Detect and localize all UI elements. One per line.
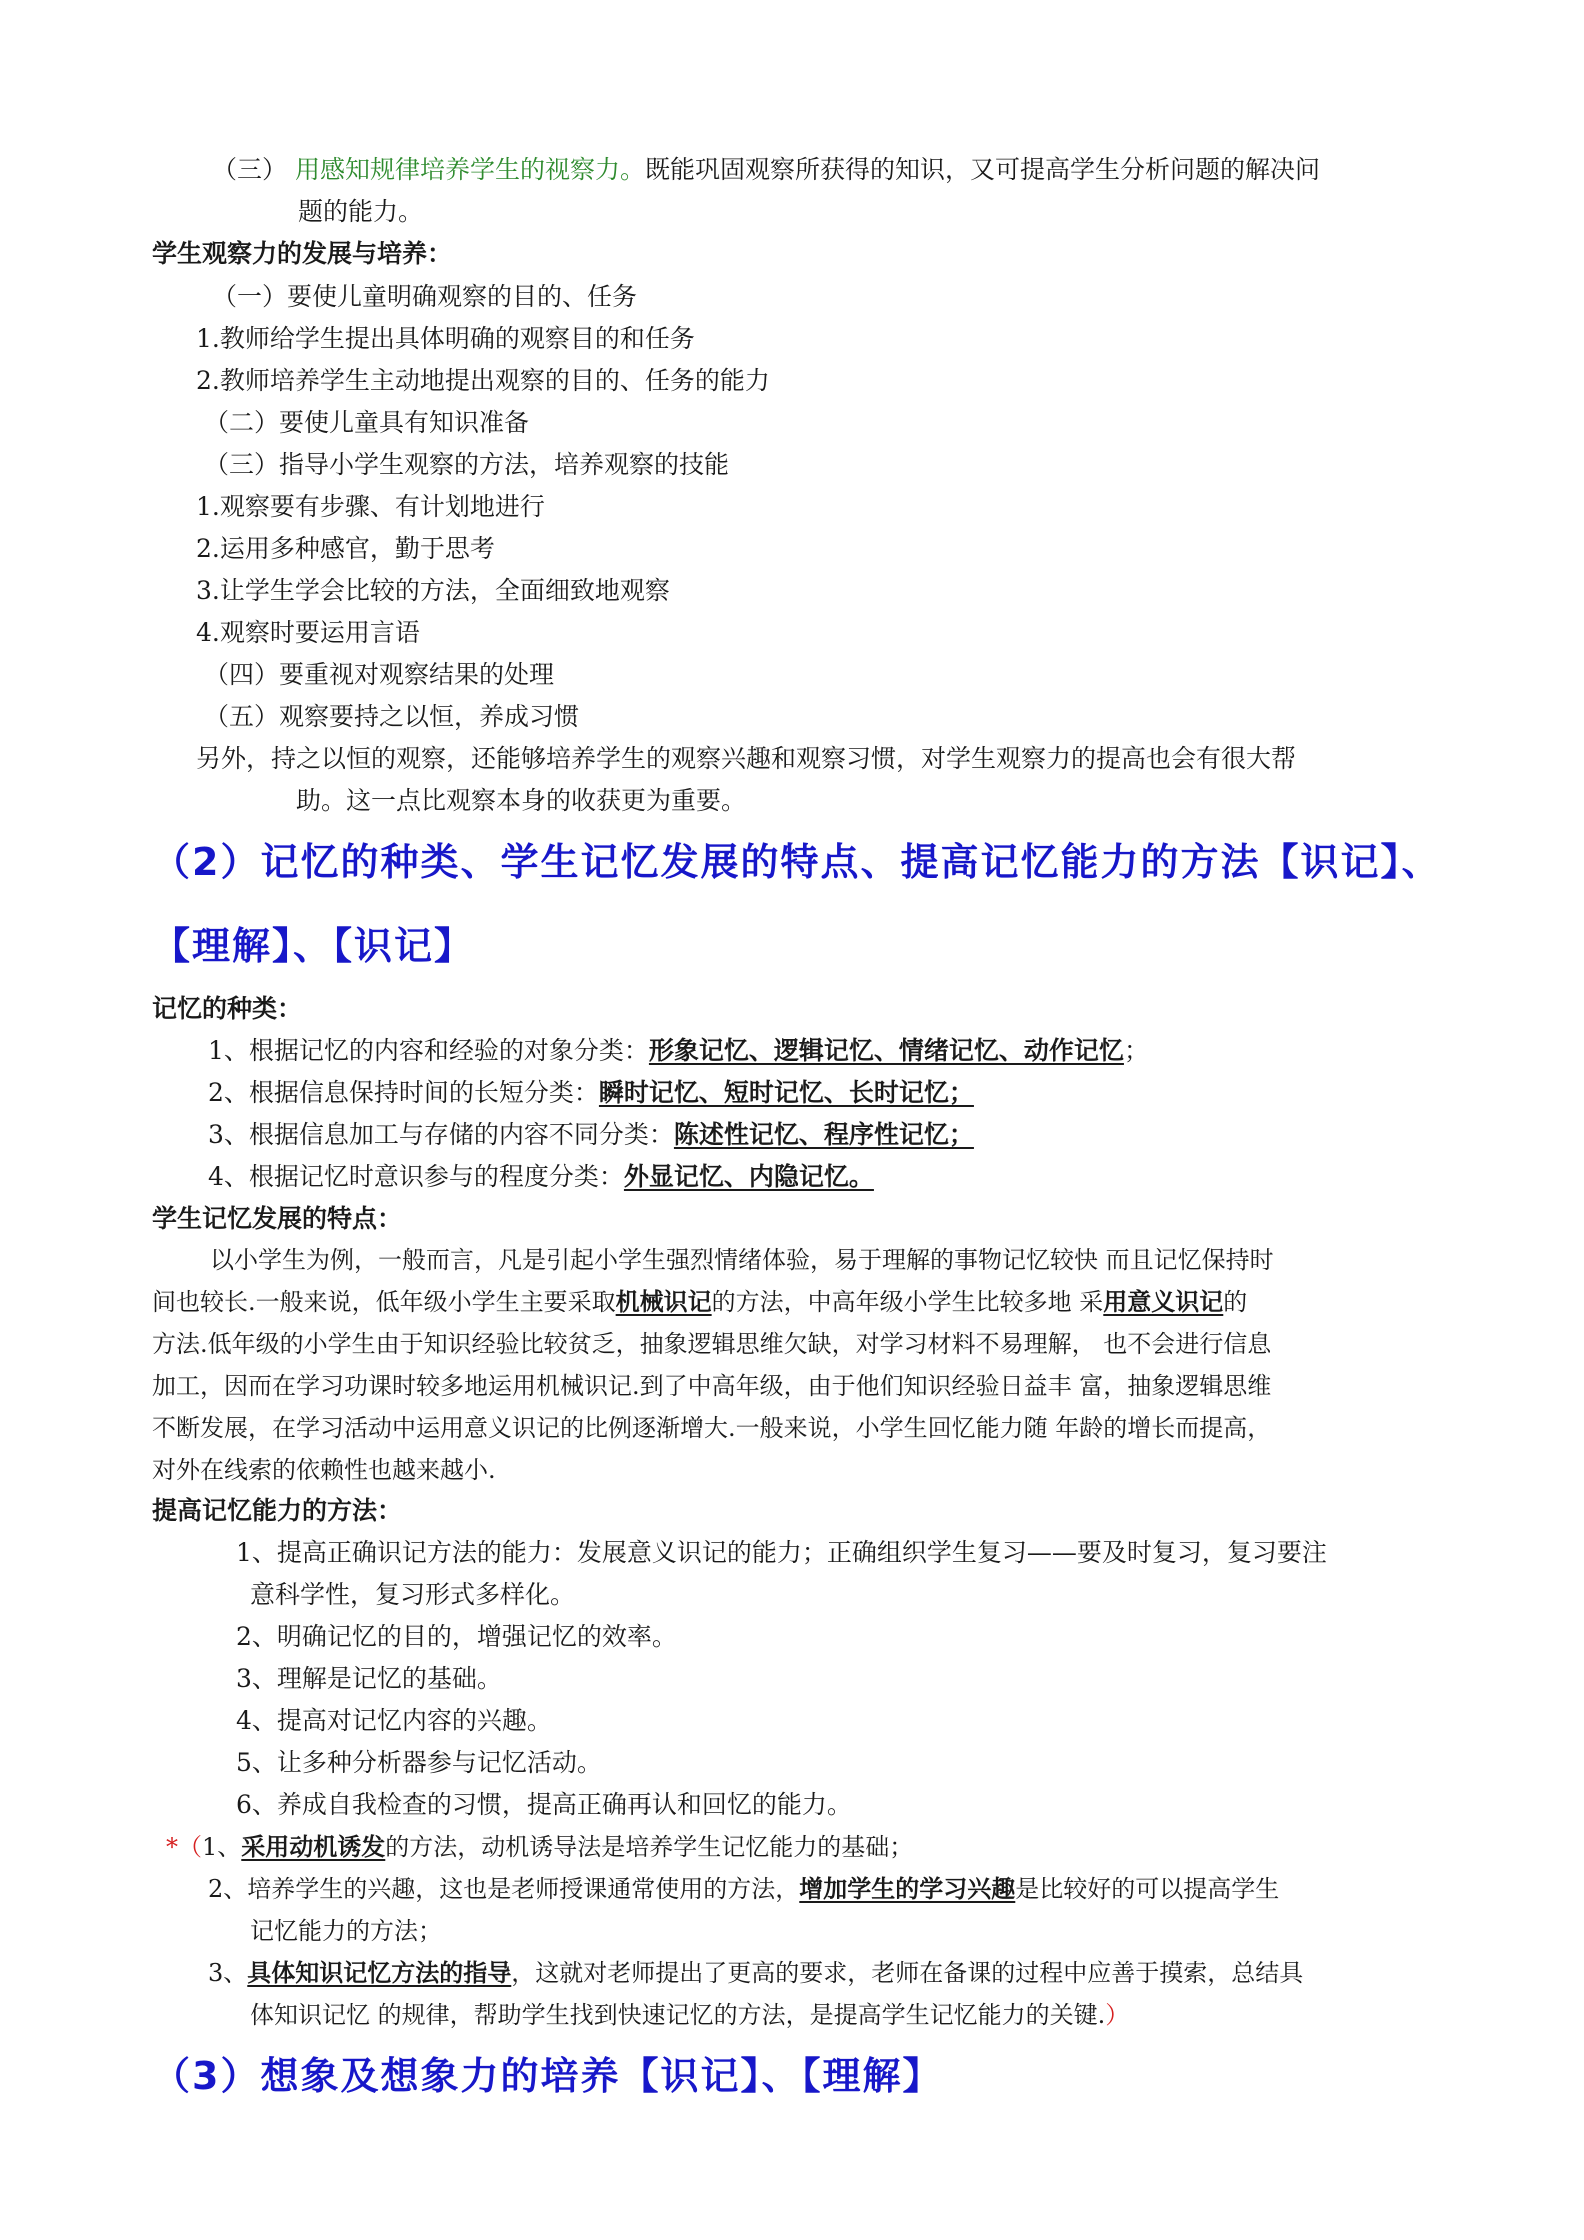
memory-type-answer: 陈述性记忆、程序性记忆； bbox=[673, 1120, 974, 1149]
memory-type-answer: 形象记忆、逻辑记忆、情绪记忆、动作记忆 bbox=[648, 1036, 1124, 1065]
method-line: 5、让多种分析器参与记忆活动。 bbox=[236, 1748, 602, 1777]
features-line5: 不断发展，在学习活动中运用意义识记的比例逐渐增大.一般来说，小学生回忆能力随 年龄的增长而提高， bbox=[152, 1414, 1272, 1442]
memory-type-row: 4、根据记忆时意识参与的程度分类：外显记忆、内隐记忆。 bbox=[208, 1162, 874, 1191]
method-line: 1、提高正确识记方法的能力：发展意义识记的能力；正确组织学生复习——要及时复习，复习要注 bbox=[236, 1538, 1327, 1567]
mechanical-memorization-term: 机械识记 bbox=[615, 1287, 712, 1316]
method-line: 意科学性，复习形式多样化。 bbox=[250, 1580, 576, 1609]
features-line1: 以小学生为例，一般而言，凡是引起小学生强烈情绪体验，易于理解的事物记忆较快 而且记忆保持时 bbox=[210, 1246, 1274, 1274]
obs-line: （一）要使儿童明确观察的目的、任务 bbox=[212, 282, 638, 311]
obs-line: （三）指导小学生观察的方法，培养观察的技能 bbox=[204, 450, 730, 479]
close-paren: ） bbox=[1105, 2001, 1130, 2029]
obs-line: （四）要重视对观察结果的处理 bbox=[204, 660, 555, 689]
obs-line: 1.观察要有步骤、有计划地进行 bbox=[196, 492, 545, 521]
obs-line: 4.观察时要运用言语 bbox=[196, 618, 420, 647]
meaningful-memorization-term: 用意义识记 bbox=[1103, 1287, 1224, 1316]
obs-item3-green: 用感知规律培养学生的视察力。 bbox=[294, 155, 645, 184]
method-line: 4、提高对记忆内容的兴趣。 bbox=[236, 1706, 552, 1735]
memory-title-line2: 【理解】、【识记】 bbox=[152, 924, 475, 968]
obs-extra-line1: 另外，持之以恒的观察，还能够培养学生的观察兴趣和观察习惯，对学生观察力的提高也会有很大帮 bbox=[196, 744, 1297, 773]
imagination-title: （3）想象及想象力的培养【识记】、【理解】 bbox=[152, 2054, 943, 2098]
obs-item3-prefix: （三） bbox=[212, 155, 288, 184]
extra-method-2: 2、培养学生的兴趣，这也是老师授课通常使用的方法，增加学生的学习兴趣是比较好的可以提高学生 bbox=[208, 1874, 1280, 1903]
extra-method-3: 3、具体知识记忆方法的指导，这就对老师提出了更高的要求，老师在备课的过程中应善于摸索，总结具 bbox=[208, 1958, 1304, 1987]
memory-features-heading: 学生记忆发展的特点： bbox=[152, 1204, 403, 1233]
obs-line: 2.教师培养学生主动地提出观察的目的、任务的能力 bbox=[196, 366, 770, 395]
motivation-method-term: 采用动机诱发 bbox=[241, 1832, 386, 1861]
obs-item3-line1 bbox=[212, 153, 1320, 187]
extra-method-3-cont: 体知识记忆 的规律，帮助学生找到快速记忆的方法，是提高学生记忆能力的关键.） bbox=[250, 2001, 1130, 2029]
method-line: 2、明确记忆的目的，增强记忆的效率。 bbox=[236, 1622, 677, 1651]
obs-item3-line2: 题的能力。 bbox=[298, 197, 424, 226]
features-line3: 方法.低年级的小学生由于知识经验比较贫乏，抽象逻辑思维欠缺，对学习材料不易理解， 也不会进行信息 bbox=[152, 1330, 1272, 1358]
method-line: 3、理解是记忆的基础。 bbox=[236, 1664, 502, 1693]
features-line4: 加工，因而在学习功课时较多地运用机械识记.到了中高年级，由于他们知识经验日益丰 富，抽象逻辑思维 bbox=[152, 1372, 1272, 1400]
obs-item3-rest: 既能巩固观察所获得的知识，又可提高学生分析问题的解决问 bbox=[644, 155, 1320, 184]
memory-methods-heading: 提高记忆能力的方法： bbox=[152, 1496, 403, 1525]
extra-method-2-cont: 记忆能力的方法； bbox=[250, 1917, 442, 1945]
interest-method-term: 增加学生的学习兴趣 bbox=[799, 1874, 1016, 1903]
obs-heading: 学生观察力的发展与培养： bbox=[152, 239, 453, 268]
obs-line: 2.运用多种感官，勤于思考 bbox=[196, 534, 495, 563]
method-line: 6、养成自我检查的习惯，提高正确再认和回忆的能力。 bbox=[236, 1790, 852, 1819]
memory-title-line1: （2）记忆的种类、学生记忆发展的特点、提高记忆能力的方法【识记】、 bbox=[152, 840, 1442, 884]
memory-type-answer: 瞬时记忆、短时记忆、长时记忆； bbox=[598, 1078, 974, 1107]
obs-line: （二）要使儿童具有知识准备 bbox=[204, 408, 530, 437]
open-paren: （ bbox=[178, 1833, 202, 1861]
obs-extra-line2: 助。这一点比观察本身的收获更为重要。 bbox=[296, 786, 747, 815]
memory-type-row: 2、根据信息保持时间的长短分类：瞬时记忆、短时记忆、长时记忆； bbox=[208, 1078, 974, 1107]
obs-line: （五）观察要持之以恒，养成习惯 bbox=[204, 702, 580, 731]
extra-method-1: *（1、采用动机诱发的方法，动机诱导法是培养学生记忆能力的基础； bbox=[166, 1832, 914, 1861]
obs-line: 1.教师给学生提出具体明确的观察目的和任务 bbox=[196, 324, 695, 353]
memory-types-heading: 记忆的种类： bbox=[152, 994, 303, 1023]
features-line2: 间也较长.一般来说，低年级小学生主要采取机械识记的方法，中高年级小学生比较多地 采用意义识记的 bbox=[152, 1287, 1248, 1316]
features-line6: 对外在线索的依赖性也越来越小. bbox=[152, 1456, 496, 1484]
star-mark: * bbox=[166, 1833, 178, 1861]
memory-type-row: 3、根据信息加工与存储的内容不同分类：陈述性记忆、程序性记忆； bbox=[208, 1120, 974, 1149]
knowledge-method-term: 具体知识记忆方法的指导 bbox=[247, 1958, 512, 1987]
memory-type-answer: 外显记忆、内隐记忆。 bbox=[623, 1162, 874, 1191]
memory-type-row: 1、根据记忆的内容和经验的对象分类：形象记忆、逻辑记忆、情绪记忆、动作记忆； bbox=[208, 1036, 1149, 1065]
obs-line: 3.让学生学会比较的方法，全面细致地观察 bbox=[196, 576, 670, 605]
